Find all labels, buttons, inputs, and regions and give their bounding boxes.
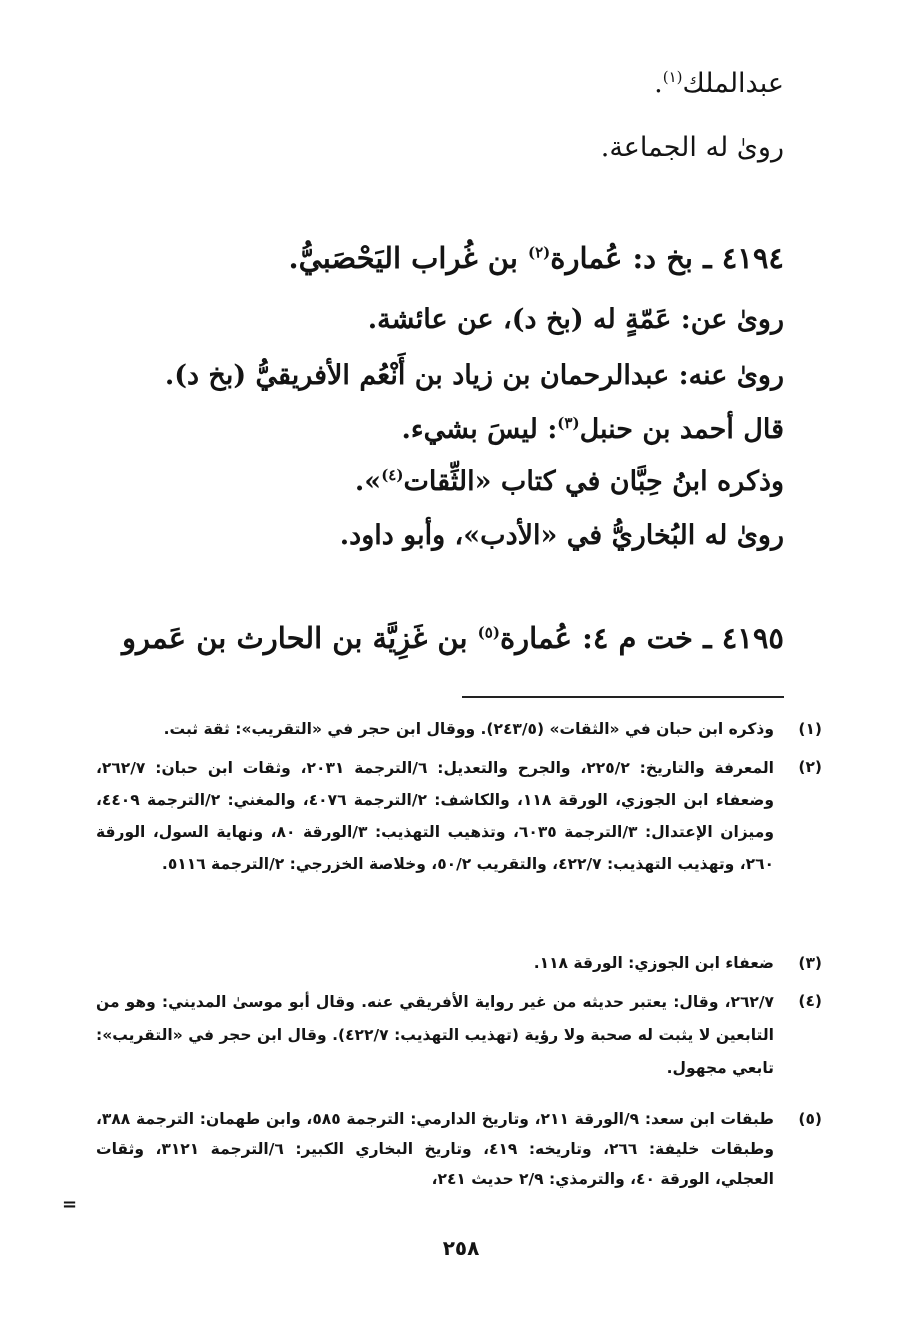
footnote-4 xyxy=(96,986,822,1085)
footnote-ref-4: (٤) xyxy=(381,466,404,484)
footnote-number: (٢) xyxy=(798,758,822,776)
entry-4195-heading: ٤١٩٥ ـ خت م ٤: عُمارة$^{(٥)}$ بن غَزِيَّة بن الحارث بن عَمرو xyxy=(122,621,784,655)
entry-4194-heading: ٤١٩٤ ـ بخ د: عُمارة$^{(٢)}$ بن غُراب اليَحْصَبيُّ. xyxy=(288,241,784,275)
footnote-ref-5: (٥) xyxy=(477,623,500,642)
footnote-3 xyxy=(96,948,822,978)
footnote-5 xyxy=(96,1104,822,1194)
footnote-text: ٢٦٢/٧، وقال: يعتبر حديثه من غير رواية الأفريقي عنه. وقال أبو موسىٰ المديني: وهو من التابعين لا يثبت له صحبة ولا رؤية (تهذيب التهذيب: ٤٢٢/٧). وقال ابن حجر في «التقريب»: تابعي مجهول. xyxy=(96,993,774,1077)
entry-4194-rawa-an: روىٰ عن: عَمّةٍ له (بخ د)، عن عائشة. xyxy=(367,304,784,335)
entry-4194-qala: قال أحمد بن حنبل$^{(٣)}$: ليسَ بشيء. xyxy=(401,414,784,445)
footnote-number: (١) xyxy=(798,720,822,738)
entry-4194-rawa-lahu: روىٰ له البُخاريُّ في «الأدب»، وأبو داود. xyxy=(339,520,784,551)
footnote-separator xyxy=(462,696,784,698)
footnote-1 xyxy=(96,714,822,744)
footnote-text: ضعفاء ابن الجوزي: الورقة ١١٨. xyxy=(533,954,774,972)
page-number: ٢٥٨ xyxy=(442,1236,480,1260)
footnote-text: المعرفة والتاريخ: ٢٢٥/٢، والجرح والتعديل: ٦/الترجمة ٢٠٣١، وثقات ابن حبان: ٢٦٢/٧، وضعفاء ابن الجوزي، الورقة ١١٨، والكاشف: ٢/الترجمة ٤٠٧٦، والمغني: ٢/الترجمة ٤٤٠٩، وميزان الإعتدال: ٣/الترجمة ٦٠٣٥، وتذهيب التهذيب: ٣/الورقة ٨٠، ونهاية السول، الورقة ٢٦٠، وتهذيب التهذيب: ٤٢٢/٧، والتقريب ٥٠/٢، وخلاصة الخزرجي: ٢/الترجمة ٥١١٦. xyxy=(96,759,775,873)
footnote-number: (٣) xyxy=(798,954,822,972)
body-line-2: روىٰ له الجماعة. xyxy=(600,132,784,163)
entry-4194-dhakara: وذكره ابنُ حِبَّان في كتاب «الثِّقات$^{(٤)}$». xyxy=(354,466,784,497)
footnote-2 xyxy=(96,752,822,880)
footnote-number: (٤) xyxy=(798,992,822,1010)
continuation-mark: = xyxy=(62,1194,78,1215)
entry-4194-rawa-anhu: روىٰ عنه: عبدالرحمان بن زياد بن أَنْعُم الأفريقيُّ (بخ د). xyxy=(164,360,784,391)
footnote-ref-3: (٣) xyxy=(557,414,580,432)
body-line-1: عبدالملك$^{(١)}$. xyxy=(654,68,784,99)
footnote-ref-1: (١) xyxy=(662,68,683,86)
footnote-number: (٥) xyxy=(798,1110,822,1128)
footnote-text: وذكره ابن حبان في «الثقات» (٢٤٣/٥). ووقال ابن حجر في «التقريب»: ثقة ثبت. xyxy=(163,720,774,738)
footnote-text: طبقات ابن سعد: ٩/الورقة ٢١١، وتاريخ الدارمي: الترجمة ٥٨٥، وابن طهمان: الترجمة ٣٨٨، وطبقات خليفة: ٢٦٦، وتاريخه: ٤١٩، وتاريخ البخاري الكبير: ٦/الترجمة ٣١٢١، وثقات العجلي، الورقة ٤٠، والترمذي: ٢/٩ حديث ٢٤١، xyxy=(96,1110,775,1188)
footnote-ref-2: (٢) xyxy=(528,243,551,262)
